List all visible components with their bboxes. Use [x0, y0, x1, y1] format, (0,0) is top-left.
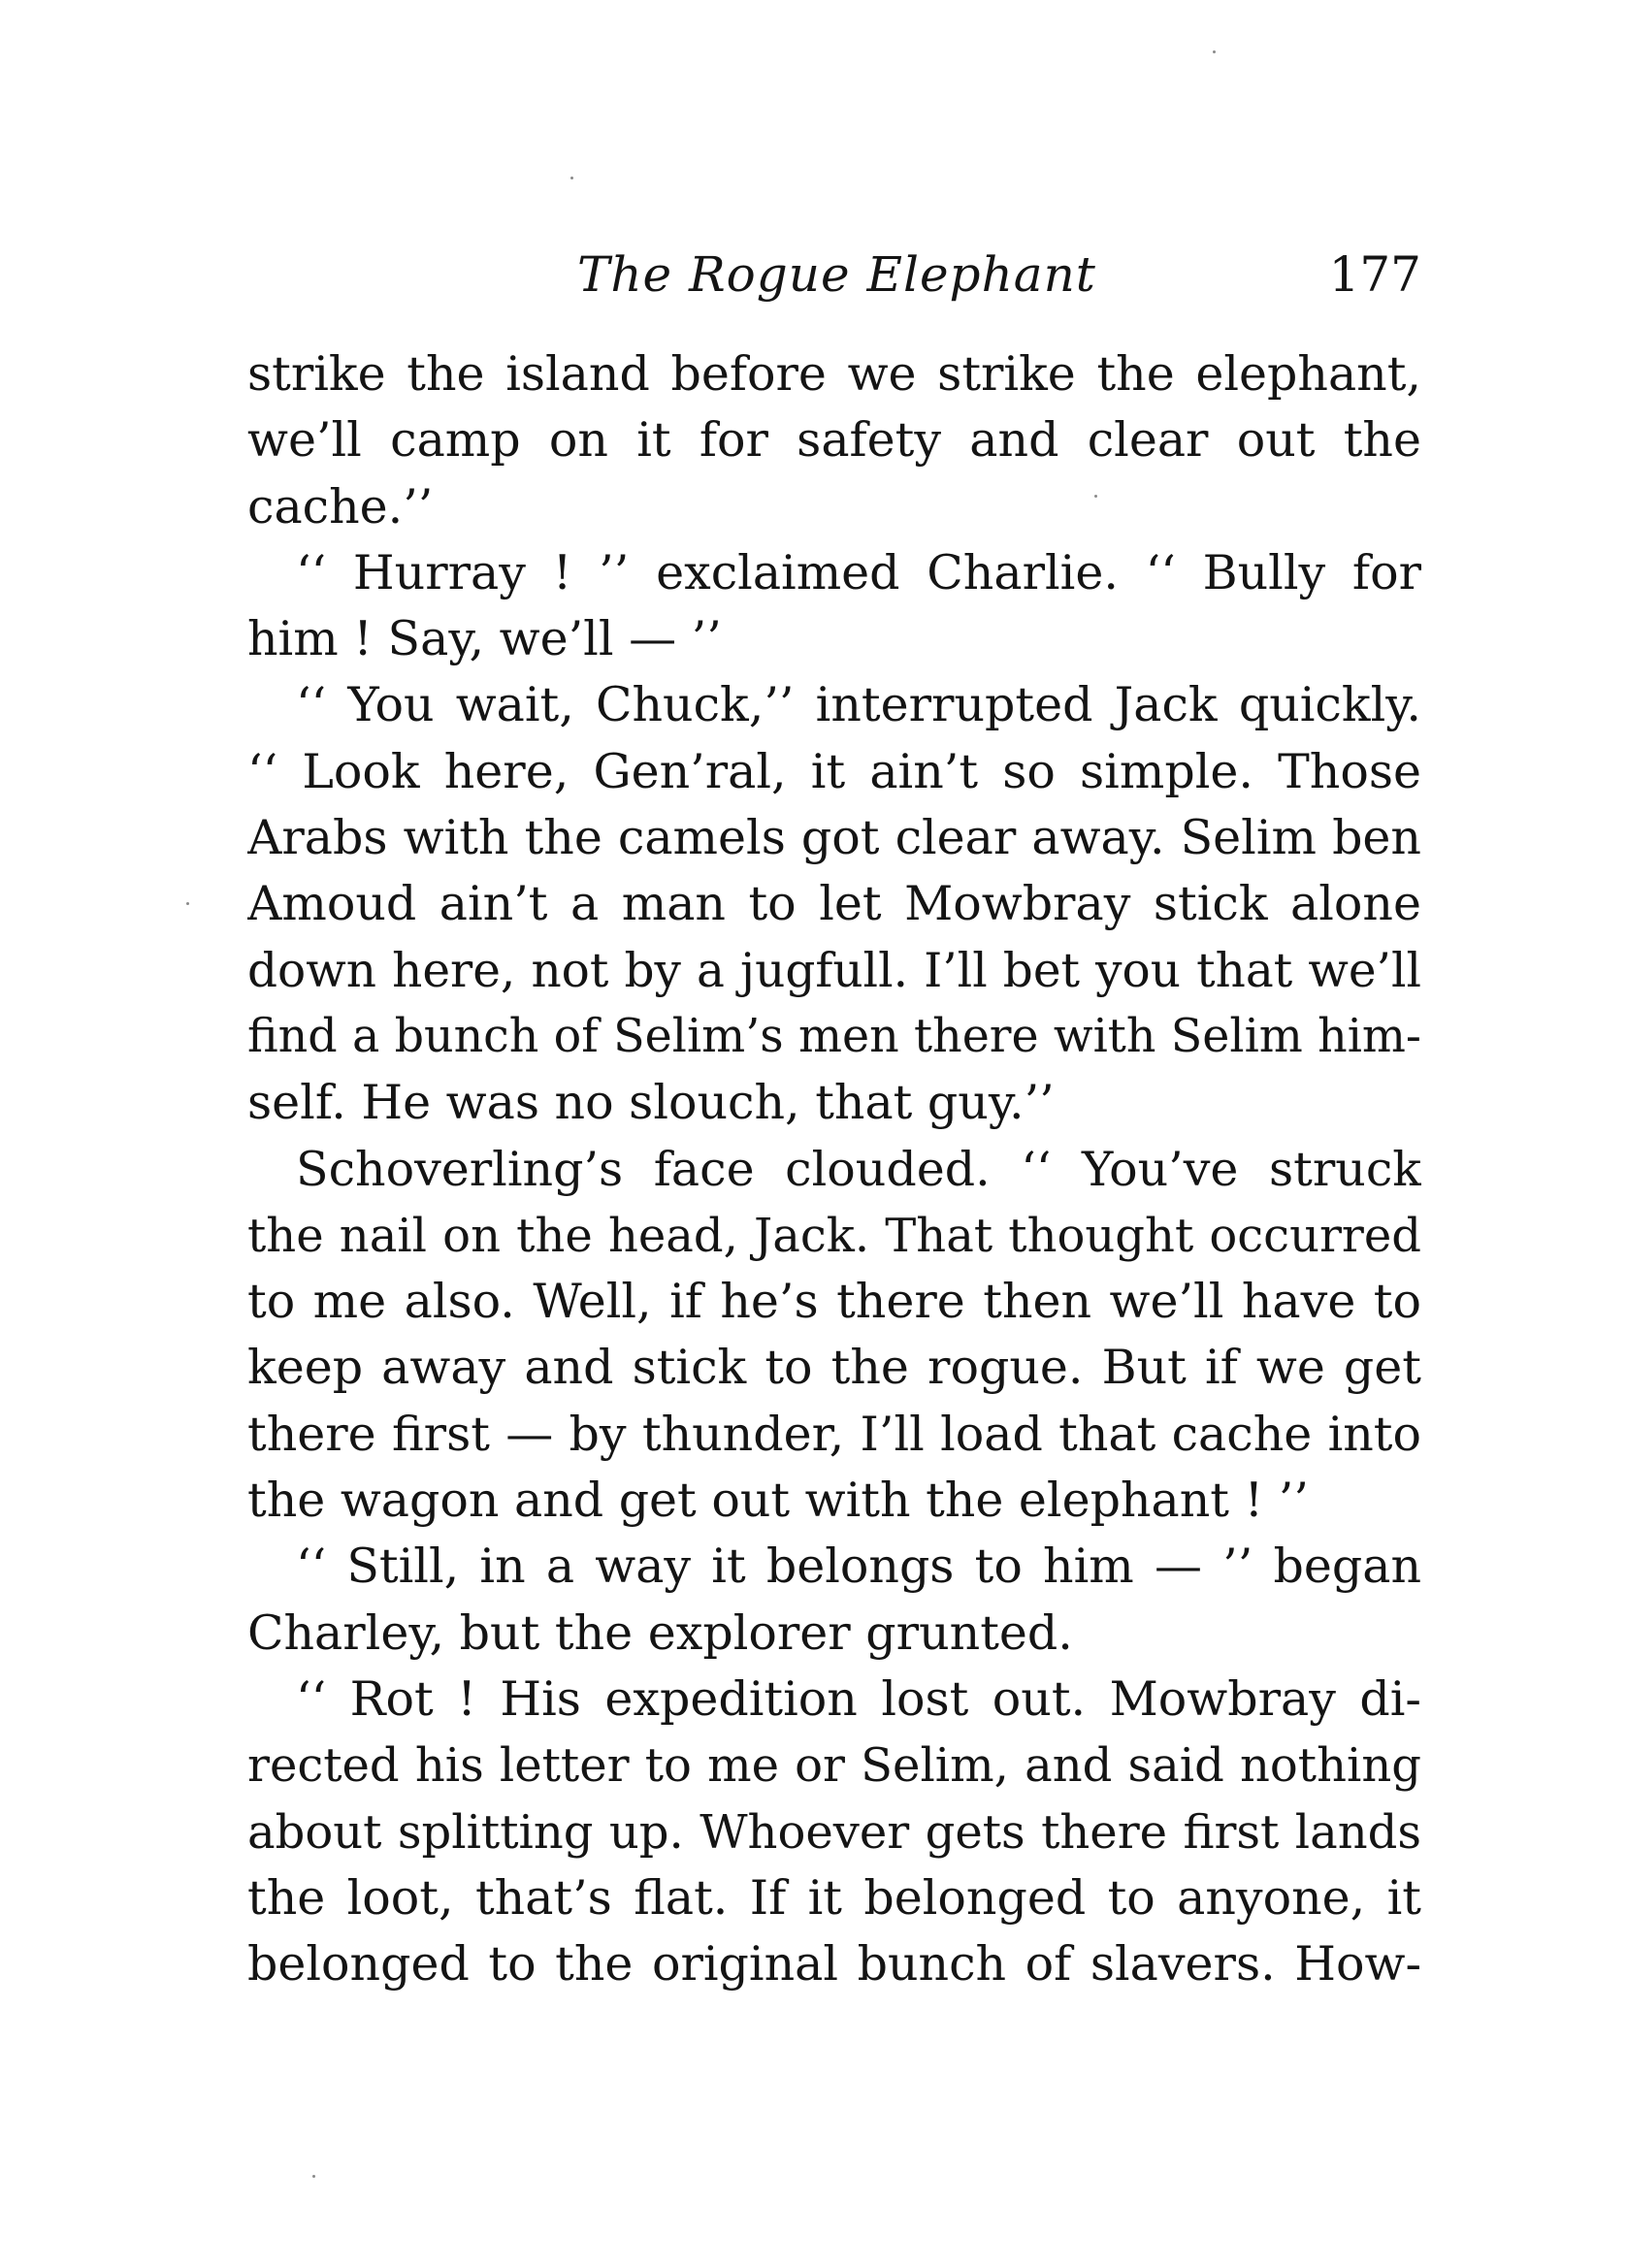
- text-line: the loot, that’s flat. If it belonged to anyone, it: [247, 1869, 1421, 1926]
- text-line: ‘‘ Hurray ! ’’ exclaimed Charlie. ‘‘ Bully for: [296, 544, 1421, 600]
- text-line: ‘‘ Rot ! His expedition lost out. Mowbray di-: [296, 1670, 1421, 1727]
- scan-speck: [186, 902, 189, 905]
- text-line: self. He was no slouch, that guy.’’: [247, 1075, 1055, 1131]
- body-text: [247, 341, 1421, 1997]
- scan-speck: [1094, 495, 1097, 498]
- text-line: strike the island before we strike the elephant,: [247, 346, 1421, 402]
- text-line: find a bunch of Selim’s men there with Selim him-: [247, 1009, 1421, 1063]
- text-line: to me also. Well, if he’s there then we’ll have to: [247, 1274, 1421, 1330]
- text-line: ‘‘ Look here, Gen’ral, it ain’t so simple. Those: [247, 743, 1421, 799]
- text-line: ‘‘ You wait, Chuck,’’ interrupted Jack quickly.: [296, 677, 1421, 733]
- page-header: [247, 236, 1421, 313]
- text-line: cache.’’: [247, 478, 434, 535]
- scan-speck: [570, 177, 573, 179]
- text-line: keep away and stick to the rogue. But if we get: [247, 1340, 1421, 1396]
- text-line: we’ll camp on it for safety and clear out the: [247, 412, 1421, 469]
- text-line: the nail on the head, Jack. That thought occurred: [247, 1208, 1421, 1263]
- text-line: belonged to the original bunch of slavers. How-: [247, 1936, 1421, 1993]
- text-line: Schoverling’s face clouded. ‘‘ You’ve struck: [296, 1141, 1421, 1197]
- text-line: him ! Say, we’ll — ’’: [247, 611, 722, 667]
- text-line: about splitting up. Whoever gets there first lands: [247, 1804, 1421, 1860]
- text-line: ‘‘ Still, in a way it belongs to him — ’’ began: [296, 1539, 1421, 1595]
- scan-speck: [1213, 50, 1216, 53]
- text-line: down here, not by a jugfull. I’ll bet you that we’ll: [247, 943, 1421, 998]
- text-line: there first — by thunder, I’ll load that cache into: [247, 1406, 1421, 1462]
- text-line: Arabs with the camels got clear away. Selim ben: [247, 810, 1421, 866]
- running-title: The Rogue Elephant: [577, 246, 1096, 303]
- text-line: rected his letter to me or Selim, and said nothing: [247, 1738, 1421, 1794]
- text-line: Charley, but the explorer grunted.: [247, 1604, 1073, 1661]
- scan-speck: [312, 2175, 315, 2178]
- page-number: 177: [1328, 246, 1421, 303]
- text-line: the wagon and get out with the elephant ! ’’: [247, 1473, 1309, 1529]
- text-line: Amoud ain’t a man to let Mowbray stick alone: [247, 876, 1421, 932]
